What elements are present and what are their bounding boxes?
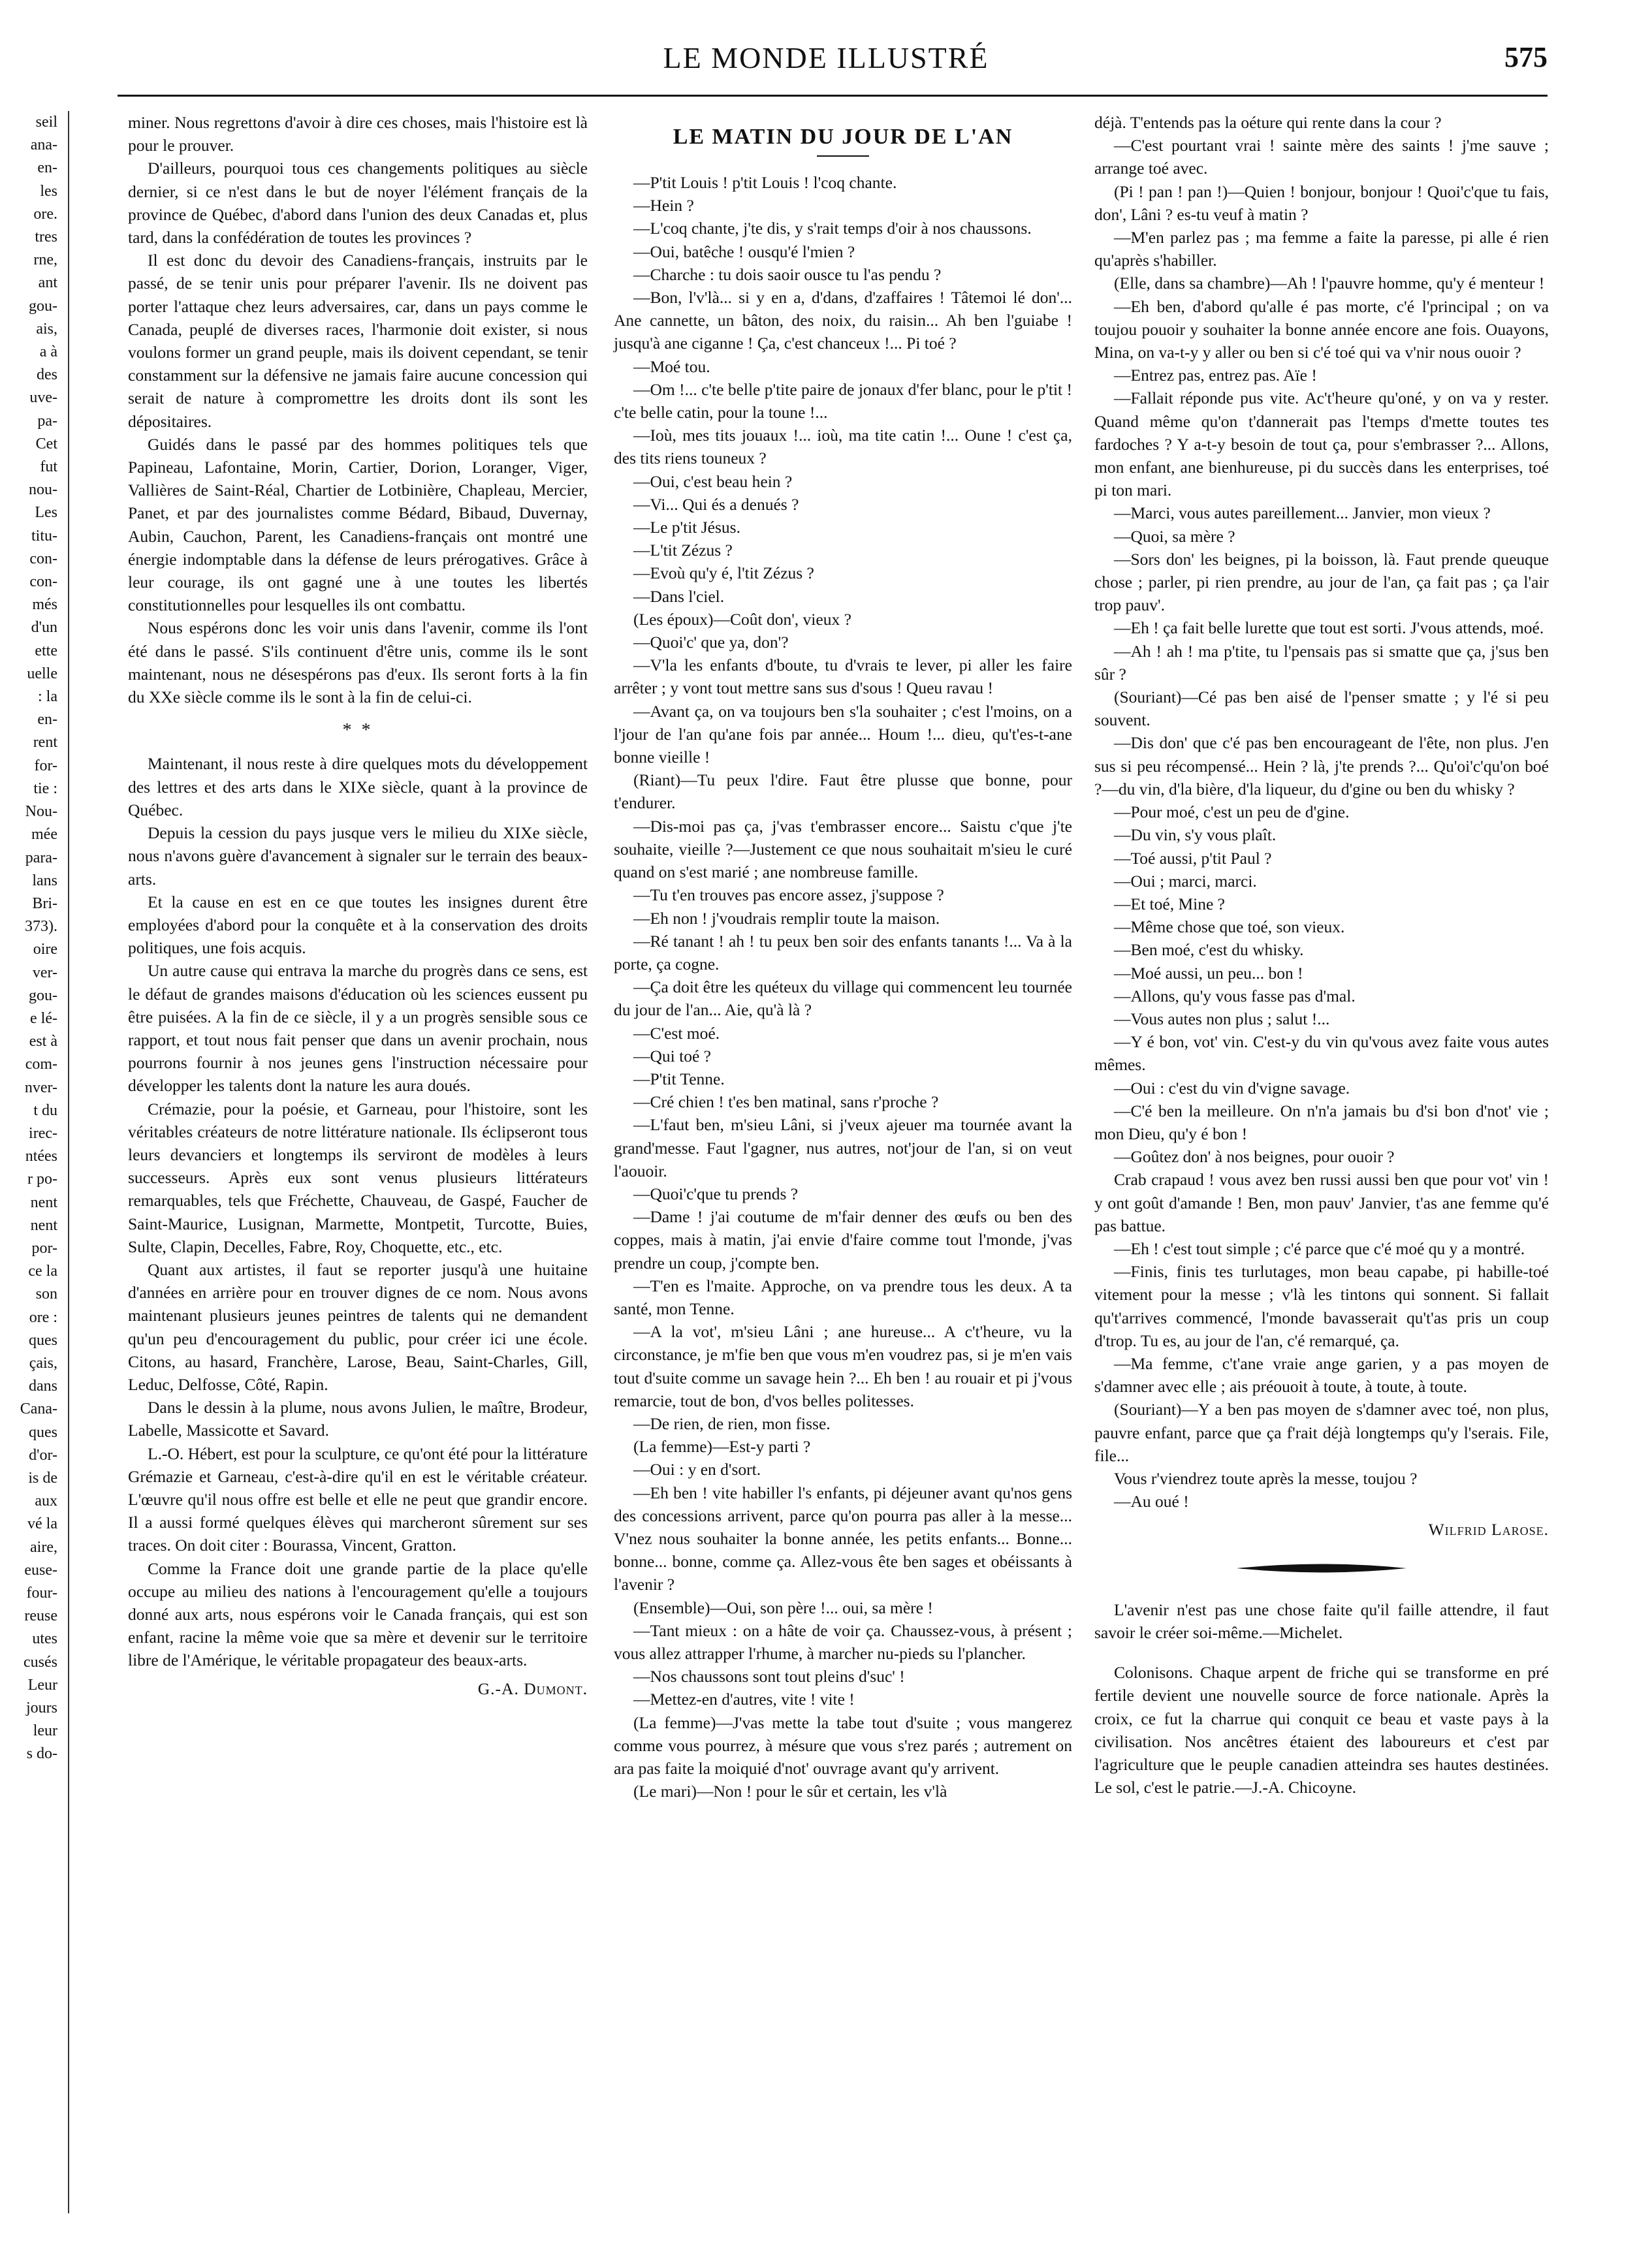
dialogue-line: —Eh ! ça fait belle lurette que tout est sorti. J'vous attends, moé. <box>1114 618 1544 638</box>
dialogue-line: —Toé aussi, p'tit Paul ? <box>1114 848 1272 868</box>
margin-fragment: vé la <box>27 1515 57 1533</box>
paragraph: Et la cause en est en ce que toutes les insignes durent être employées d'abord pour la conquête et à la conservation des droits politiques, une fois acquis. <box>128 892 588 958</box>
dialogue-line: —T'en es l'maite. Approche, on va prendre tous les deux. A ta santé, mon Tenne. <box>614 1276 1072 1318</box>
dialogue-line: —De rien, de rien, mon fisse. <box>633 1414 831 1433</box>
paragraph: Un autre cause qui entrava la marche du progrès dans ce sens, est le défaut de grandes maisons d'éducation où les sciences eussent pu être puisées. A la fin de ce siècle, il y a un progrès sensible sous ce rapport, et tout nous fait penser que dans un avenir prochain, nous pourrons fournir à nos jeunes gens l'instruction nécessaire pour développer les talents dont la nature les aura doués. <box>128 961 588 1096</box>
margin-fragment: Bri- <box>32 894 57 912</box>
dialogue-line: —Entrez pas, entrez pas. Aïe ! <box>1114 366 1317 385</box>
margin-fragment: mée <box>31 826 57 844</box>
dialogue-line: (La femme)—Est-y parti ? <box>633 1437 811 1457</box>
dialogue-line: (La femme)—J'vas mette la tabe tout d'suite ; vous mangerez comme vous pourrez, à mésure que vous s'rez parés ; autrement on ara pas faite la moiquié d'not' ouvrage avant qu'y arrivent. <box>614 1713 1072 1778</box>
dialogue-line: —Fallait réponde pus vite. Ac't'heure qu'oné, y on va y rester. Quand même qu'on t'dannerait pas l'temps d'mette toutes tes fardoches ? Y a-t-y besoin de tout ça, pour s'embrasser ?... Allons, mon enfant, ane bienhureuse, pi du succès dans les enterprises, toé pi ton mari. <box>1094 388 1549 500</box>
dialogue-line: —P'tit Tenne. <box>633 1069 725 1088</box>
margin-fragment: més <box>32 596 57 614</box>
paragraph: Il est donc du devoir des Canadiens-français, instruits par le passé, de se tenir unis pour préparer l'avenir. Ils ne doivent pas porter l'attaque chez leurs adversaires, car, dans un pays comme le Canada, peuplé de diverses races, l'harmonie doit exister, si nous voulons former un grand peuple, mais ils doivent cependant, se tenir constamment sur la défensive ne jamais faire aucune concession qui serait de nature à compromettre les droits dont ils sont les dépositaires. <box>128 251 588 431</box>
dialogue-line: —Ça doit être les quéteux du village qui commencent leu tournée du jour de l'an... Aie, qu'à là ? <box>614 977 1072 1020</box>
paragraph: miner. Nous regrettons d'avoir à dire ces choses, mais l'histoire est là pour le prouver. <box>128 113 588 155</box>
margin-fragment: s do- <box>26 1745 57 1763</box>
margin-fragment: d'or- <box>29 1446 57 1464</box>
dialogue-line: —Vous autes non plus ; salut !... <box>1114 1009 1330 1028</box>
margin-fragment: oire <box>33 941 57 958</box>
paragraph: Guidés dans le passé par des hommes politiques tels que Papineau, Lafontaine, Morin, Cartier, Dorion, Loranger, Viger, Vallières de Saint-Réal, Chartier de Lotbinière, Chapleau, Mercier, Panet, et par des journalistes comme Bédard, Bibaud, Duvernay, Aubin, Cauchon, Parent, les Canadiens-français ont montré une énergie indomptable dans la défense de leurs prérogatives. Grâce à leur courage, ils ont gagné une à une toutes les libertés constitutionnelles pour lesquelles ils ont combattu. <box>128 434 588 615</box>
margin-fragment: aux <box>35 1493 57 1510</box>
dialogue-line: —Evoù qu'y é, l'tit Zézus ? <box>633 563 814 583</box>
dialogue-line: —A la vot', m'sieu Lâni ; ane hureuse... A c't'heure, vu la circonstance, je m'fie ben que vous m'en voudrez pas, si je m'en vais tout d'suite comme un savage hein ?... Eh ben ! au rouair et pi j'vous remarcie, tout de bon, d'vos belles politesses. <box>614 1322 1072 1410</box>
dialogue-line: —C'est moé. <box>633 1023 720 1043</box>
dialogue-line: —Eh ! c'est tout simple ; c'é parce que c'é moé qu y a montré. <box>1114 1239 1525 1258</box>
quote-chicoyne: Colonisons. Chaque arpent de friche qui se transforme en pré fertile devient une nouvelle source de force nationale. Après la croix, ce fut la charrue qui conquit ce beau et vaste pays à la civilisation. Nos ancêtres étaient des laboureurs et c'est par l'agriculture que le peuple canadien atteindra ses hautes destinées. Le sol, c'est le patrie.—J.-A. Chicoyne. <box>1094 1663 1549 1797</box>
dialogue-line: —V'la les enfants d'boute, tu d'vrais te lever, pi aller les faire arrêter ; y vont tout mettre sans sus d'sous ! Queu ravau ! <box>614 656 1072 698</box>
margin-fragment: jours <box>26 1699 57 1717</box>
margin-fragment: r po- <box>27 1171 57 1188</box>
margin-fragment: Leur <box>27 1676 57 1694</box>
margin-fragment: nent <box>30 1193 57 1211</box>
dialogue-line: —P'tit Louis ! p'tit Louis ! l'coq chante. <box>633 173 897 192</box>
dialogue-line: —Sors don' les beignes, pi la boisson, là. Faut prende queuque chose ; parler, pi rien prendre, au jour de l'an, ça fait pas ; ça l'air trop pauv'. <box>1094 549 1549 615</box>
margin-fragment: a à <box>39 343 57 361</box>
margin-fragment: e lé- <box>30 1009 57 1027</box>
dialogue-line: Vous r'viendrez toute après la messe, toujou ? <box>1114 1468 1418 1488</box>
paragraph: Maintenant, il nous reste à dire quelques mots du développement des lettres et des arts dans le XIXe siècle, quant à la province de Québec. <box>128 754 588 819</box>
margin-fragment: con- <box>29 550 57 567</box>
margin-fragment: les <box>40 182 57 200</box>
dialogue-line: —Dis-moi pas ça, j'vas t'embrasser encore... Saistu c'que j'te souhaite, vieille ?—Justement ce que nous souhaitait m'sieu le curé quand on s'est marié ; ane nombreuse famille. <box>614 816 1072 882</box>
margin-fragment: en- <box>37 711 57 729</box>
dialogue-line: —Om !... c'te belle p'tite paire de jonaux d'fer blanc, pour le p'tit ! c'te belle catin, pour la toune !... <box>614 379 1072 422</box>
ornament-divider-icon <box>1237 1561 1406 1575</box>
margin-fragment: utes <box>32 1630 57 1648</box>
dialogue-line: (Souriant)—Cé pas ben aisé de l'penser smatte ; y l'é si peu souvent. <box>1094 687 1549 730</box>
margin-fragment: titu- <box>31 527 57 545</box>
dialogue-line: —Oui, c'est beau hein ? <box>633 471 793 491</box>
title-rule <box>817 155 869 157</box>
margin-fragment: est à <box>29 1033 57 1051</box>
margin-fragment: gou- <box>29 297 57 315</box>
margin-fragment: rne, <box>33 251 57 269</box>
gutter-line-left <box>68 111 69 2213</box>
margin-fragment: leur <box>33 1722 57 1740</box>
dialogue-line: —C'est pourtant vrai ! sainte mère des saints ! j'me sauve ; arrange toé avec. <box>1094 136 1549 178</box>
dialogue-line: (Pi ! pan ! pan !)—Quien ! bonjour, bonjour ! Quoi'c'que tu fais, don', Lâni ? es-tu veuf à matin ? <box>1094 182 1549 224</box>
dialogue-line: —Tant mieux : on a hâte de voir ça. Chaussez-vous, à présent ; vous allez attrapper l'rhume, à marcher nu-pieds su l'plancher. <box>614 1620 1072 1663</box>
margin-fragment: Les <box>35 504 57 522</box>
dialogue-line: —Mettez-en d'autres, vite ! vite ! <box>633 1690 855 1709</box>
dialogue-line: (Souriant)—Y a ben pas moyen de s'damner avec toé, non plus, pauvre enfant, parce que ça f'rait déjà longtemps qu'y l'serais. File, file... <box>1094 1400 1549 1465</box>
margin-fragment: des <box>37 366 57 384</box>
paragraph: Nous espérons donc les voir unis dans l'avenir, comme ils l'ont été dans le passé. S'ils continuent d'être unis, comme ils le sont maintenant, nous ne désespérons pas d'eux. Ils seront forts à la fin du XXe siècle comme ils le sont à la fin de celui-ci. <box>128 618 588 707</box>
page-number: 575 <box>1504 41 1548 73</box>
margin-fragment: por- <box>31 1239 57 1257</box>
dialogue-line: —Même chose que toé, son vieux. <box>1114 917 1345 937</box>
dialogue-line: —Ré tanant ! ah ! tu peux ben soir des enfants tanants !... Va à la porte, ça cogne. <box>614 931 1072 973</box>
margin-fragment: lans <box>32 872 57 889</box>
dialogue-line: —Du vin, s'y vous plaît. <box>1114 825 1277 845</box>
paragraph: Comme la France doit une grande partie de la place qu'elle occupe au milieu des nations à l'encouragement qu'elle a toujours donné aux arts, nous espérons voir le Canada français, qui est son enfant, racine la même voie que sa mère et devenir sur le territoire libre de l'Amérique, le véritable propagateur des beaux-arts. <box>128 1558 588 1670</box>
dialogue-line: —L'coq chante, j'te dis, y s'rait temps d'oir à nos chaussons. <box>633 219 1032 238</box>
margin-fragment: son <box>35 1286 57 1303</box>
margin-fragment: ais, <box>36 320 57 338</box>
dialogue-line: (Le mari)—Non ! pour le sûr et certain, les v'là <box>633 1782 947 1801</box>
dialogue-line: (Ensemble)—Oui, son père !... oui, sa mère ! <box>633 1598 933 1617</box>
dialogue-line: —Cré chien ! t'es ben matinal, sans r'proche ? <box>633 1092 939 1112</box>
dialogue-line: —Oui : y en d'sort. <box>633 1460 761 1479</box>
dialogue-line: —Ben moé, c'est du whisky. <box>1114 940 1304 960</box>
margin-fragment: nou- <box>29 481 57 499</box>
dialogue-line: —Qui toé ? <box>633 1046 711 1066</box>
dialogue-line: —Oui : c'est du vin d'vigne savage. <box>1114 1078 1350 1098</box>
margin-fragment: nver- <box>24 1079 57 1096</box>
margin-fragment: Cet <box>35 435 57 452</box>
dialogue-line: —Quoi'c' que ya, don'? <box>633 633 789 652</box>
header-rule <box>118 95 1548 97</box>
margin-fragment: tie : <box>33 780 57 797</box>
quote-michelet: L'avenir n'est pas une chose faite qu'il faille attendre, il faut savoir le créer soi-même.—Michelet. <box>1094 1600 1549 1642</box>
dialogue-line: —Le p'tit Jésus. <box>633 518 740 537</box>
dialogue-line: —Eh ben ! vite habiller l's enfants, pi déjeuner avant qu'nos gens des concessions arrivent, parce qu'on pourra pas aller à la messe... V'nez nous souhaiter la bonne année, les petits enfants... Bonne... bonne... bonne, comme ça. Allez-vous ête ben sages et obéissants à l'avenir ? <box>614 1483 1072 1594</box>
paragraph: Crémazie, pour la poésie, et Garneau, pour l'histoire, sont les véritables créateurs de notre littérature nationale. Ils éclipseront tous leurs devanciers et longtemps ils serviront de modèles à leurs successeurs. Après eux sont venus plusieurs littérateurs remarquables, tels que Fréchette, Chauveau, de Gaspé, Faucher de Saint-Maurice, Lusignan, Marmette, Montpetit, Turcotte, Buies, Sulte, Clapin, Decelles, Fabre, Roy, Choquette, etc., etc. <box>128 1099 588 1256</box>
margin-fragment: rent <box>33 734 57 751</box>
dialogue-line: Crab crapaud ! vous avez ben russi aussi ben que pour vot' vin ! y ont goût d'amande ! Ben, mon pauv' Janvier, t'as ane femme qu'é pas battue. <box>1094 1170 1549 1235</box>
dialogue-line: —Charche : tu dois saoir ousce tu l'as pendu ? <box>633 264 942 284</box>
dialogue-line: —Pour moé, c'est un peu de d'gine. <box>1114 802 1350 822</box>
margin-fragment: ver- <box>32 964 57 981</box>
dialogue-line: —Oui ; marci, marci. <box>1114 871 1257 891</box>
paragraph: Depuis la cession du pays jusque vers le milieu du XIXe siècle, nous n'avons guère d'avancement à signaler sur le terrain des beaux-arts. <box>128 823 588 889</box>
paragraph: L.-O. Hébert, est pour la sculpture, ce qu'ont été pour la littérature Grémazie et Garneau, c'est-à-dire qu'il en est le véritable créateur. L'œuvre qu'il nous offre est belle et elle ne peut que grandir encore. Il a aussi formé quelques élèves qui marcheront sûrement sur ses traces. On doit citer : Bourassa, Vincent, Gratton. <box>128 1444 588 1555</box>
dialogue-line: —Dans l'ciel. <box>633 586 725 606</box>
margin-fragment: uelle <box>27 665 57 682</box>
margin-fragment: pa- <box>37 412 57 430</box>
margin-fragment: ntées <box>25 1148 57 1165</box>
column-1 <box>128 111 588 1700</box>
margin-fragment: aire, <box>30 1538 57 1556</box>
dialogue-line: —Et toé, Mine ? <box>1114 894 1225 913</box>
margin-fragment: : la <box>38 688 57 706</box>
dialogue-line: (Elle, dans sa chambre)—Ah ! l'pauvre homme, qu'y é menteur ! <box>1114 274 1545 293</box>
margin-fragment: d'un <box>31 619 57 637</box>
dialogue-line: —Vi... Qui és a denués ? <box>633 494 799 514</box>
signature-larose: Wilfrid Larose. <box>1428 1520 1549 1540</box>
dialogue-line: —M'en parlez pas ; ma femme a faite la paresse, pi alle é rien qu'après s'habiller. <box>1094 228 1549 270</box>
left-margin-fragments <box>0 111 57 1766</box>
article-title: LE MATIN DU JOUR DE L'AN <box>673 125 1013 149</box>
margin-fragment: euse- <box>24 1561 57 1579</box>
margin-fragment: ore. <box>33 205 57 223</box>
paragraph: Quant aux artistes, il faut se reporter jusqu'à une huitaine d'années en arrière pour en trouver dignes de ce nom. Nous avons maintenant plusieurs jeunes peintres de talents qui ne demandent qu'un peu d'encouragement du public, pour créer ici une école. Citons, au hasard, Franchère, Larose, Beau, Saint-Charles, Gill, Leduc, Delfosse, Côté, Rapin. <box>128 1259 588 1394</box>
margin-fragment: ce la <box>28 1263 57 1280</box>
margin-fragment: irec- <box>29 1124 57 1142</box>
paragraph: D'ailleurs, pourquoi tous ces changements politiques au siècle dernier, si ce n'est dans le but de noyer l'élément français de la province de Québec, d'abord dans l'union des deux Canadas et, plus tard, dans la confédération de toutes les provinces ? <box>128 159 588 247</box>
dialogue-line: —Dame ! j'ai coutume de m'fair denner des œufs ou ben des coppes, mais à matin, j'ai envie d'faire comme tout l'monde, j'vas prendre un coup, j'compte ben. <box>614 1207 1072 1272</box>
margin-fragment: ques <box>29 1331 57 1349</box>
margin-fragment: uve- <box>29 389 57 407</box>
margin-fragment: Cana- <box>20 1400 57 1418</box>
margin-fragment: dans <box>29 1378 57 1395</box>
margin-fragment: is de <box>28 1469 57 1487</box>
dialogue-line: (Les époux)—Coût don', vieux ? <box>633 609 851 629</box>
margin-fragment: reuse <box>24 1607 57 1625</box>
margin-fragment: para- <box>25 849 57 866</box>
dialogue-line: —L'tit Zézus ? <box>633 541 733 560</box>
dialogue-line: —Tu t'en trouves pas encore assez, j'suppose ? <box>633 885 944 905</box>
dialogue-line: —Ah ! ah ! ma p'tite, tu l'pensais pas si smatte que ça, j'sus ben sûr ? <box>1094 641 1549 684</box>
dialogue-line: —Oui, batêche ! ousqu'é l'mien ? <box>633 242 855 261</box>
dialogue-line: —Dis don' que c'é pas ben encourageant de l'ête, non plus. J'en sus si peu récompensé... Hein ? là, j'te prends ?... Qu'oi'c'qu'on boé ?—du vin, d'la bière, d'la liqueur, du d'gine ou ben du whisky ? <box>1094 733 1549 798</box>
margin-fragment: t du <box>33 1101 57 1119</box>
ornament-divider <box>1094 1558 1549 1581</box>
dialogue-line: —Y é bon, vot' vin. C'est-y du vin qu'vous avez faite vous autes mêmes. <box>1094 1032 1549 1075</box>
dialogue-line: —Eh non ! j'voudrais remplir toute la maison. <box>633 908 940 928</box>
dialogue-line: —Moé tou. <box>633 356 710 376</box>
dialogue-line: —Nos chaussons sont tout pleins d'suc' ! <box>633 1667 905 1686</box>
margin-fragment: seil <box>35 114 57 131</box>
dialogue-line: —Finis, finis tes turlutages, mon beau capabe, pi habille-toé vitement pour la messe ; v'là les tintons qui sonnent. Si fallait qu't'arrives commencé, l'monde bavasserait qu't'as pris un coup d'trop. Tu es, au jour de l'an, c'é remarqué, ça. <box>1094 1262 1549 1350</box>
margin-fragment: ore : <box>29 1308 57 1326</box>
section-stars: * * <box>342 720 373 741</box>
dialogue-line: —Ioù, mes tits jouaux !... ioù, ma tite catin !... Oune ! c'est ça, des tits riens touneux ? <box>614 426 1072 468</box>
margin-fragment: com- <box>25 1056 57 1073</box>
margin-fragment: ant <box>38 274 57 292</box>
margin-fragment: gou- <box>29 987 57 1004</box>
margin-fragment: ette <box>35 642 57 659</box>
margin-fragment: con- <box>29 573 57 591</box>
dialogue-line: —Allons, qu'y vous fasse pas d'mal. <box>1114 986 1356 1005</box>
dialogue-line: —Quoi'c'que tu prends ? <box>633 1184 799 1203</box>
margin-fragment: for- <box>34 757 57 774</box>
margin-fragment: tres <box>35 229 57 246</box>
margin-fragment: cusés <box>24 1653 57 1671</box>
dialogue-line: —Goûtez don' à nos beignes, pour ouoir ? <box>1114 1147 1395 1167</box>
margin-fragment: fut <box>40 458 57 476</box>
margin-fragment: ana- <box>30 136 57 154</box>
dialogue-line: —C'é ben la meilleure. On n'n'a jamais bu d'si bon d'not' vie ; mon Dieu, qu'y é bon ! <box>1094 1101 1549 1143</box>
dialogue-line: —L'faut ben, m'sieu Lâni, si j'veux ajeuer ma tournée avant la grand'messe. Faut l'gagner, nus autres, not'jour de l'an, si on veut l'aouoir. <box>614 1115 1072 1180</box>
dialogue-line: —Bon, l'v'là... si y en a, d'dans, d'zaffaires ! Tâtemoi lé don'... Ane cannette, un bâton, des noix, du raisin... Ah ben l'guiabe ! jusqu'à ane ciganne ! Ça, c'est chanceux !... Pi toé ? <box>614 288 1072 353</box>
dialogue-line: —Marci, vous autes pareillement... Janvier, mon vieux ? <box>1114 503 1491 523</box>
dialogue-line: —Au oué ! <box>1114 1492 1189 1511</box>
dialogue-line: —Eh ben, d'abord qu'alle é pas morte, c'é l'principal ; on va toujou pouoir y souhaiter la bonne année encore ane fois. Ouayons, Mina, on va-t-y y aller ou ben si c'é toé qui va v'nir nous ouoir ? <box>1094 296 1549 362</box>
margin-fragment: ques <box>29 1423 57 1441</box>
running-head: LE MONDE ILLUSTRÉ <box>663 41 989 74</box>
dialogue-line: —Moé aussi, un peu... bon ! <box>1114 963 1303 983</box>
dialogue-line: —Hein ? <box>633 196 694 215</box>
dialogue-line: —Avant ça, on va toujours ben s'la souhaiter ; c'est l'moins, on a l'jour de l'an qu'ane fois par année... Houm !... dieu, qu't'es-t-ane bonne vieille ! <box>614 701 1072 767</box>
dialogue-line: (Riant)—Tu peux l'dire. Faut être plusse que bonne, pour t'endurer. <box>614 770 1072 813</box>
margin-fragment: 373). <box>25 918 57 936</box>
signature-dumont: G.-A. Dumont. <box>477 1679 588 1698</box>
margin-fragment: Nou- <box>25 803 57 821</box>
margin-fragment: çais, <box>29 1354 57 1372</box>
margin-fragment: en- <box>37 159 57 177</box>
dialogue-line: déjà. T'entends pas la oéture qui rente dans la cour ? <box>1094 113 1442 132</box>
dialogue-line: —Ma femme, c't'ane vraie ange garien, y a pas moyen de s'damner avec elle ; ais préouoit à toute, à toute, à toute. <box>1094 1353 1549 1397</box>
column-3 <box>1094 111 1549 1799</box>
dialogue-line: —Quoi, sa mère ? <box>1114 526 1235 546</box>
column-2 <box>614 111 1072 1803</box>
margin-fragment: four- <box>26 1585 57 1602</box>
paragraph: Dans le dessin à la plume, nous avons Julien, le maître, Brodeur, Labelle, Massicotte et Savard. <box>128 1398 588 1440</box>
margin-fragment: nent <box>30 1216 57 1234</box>
